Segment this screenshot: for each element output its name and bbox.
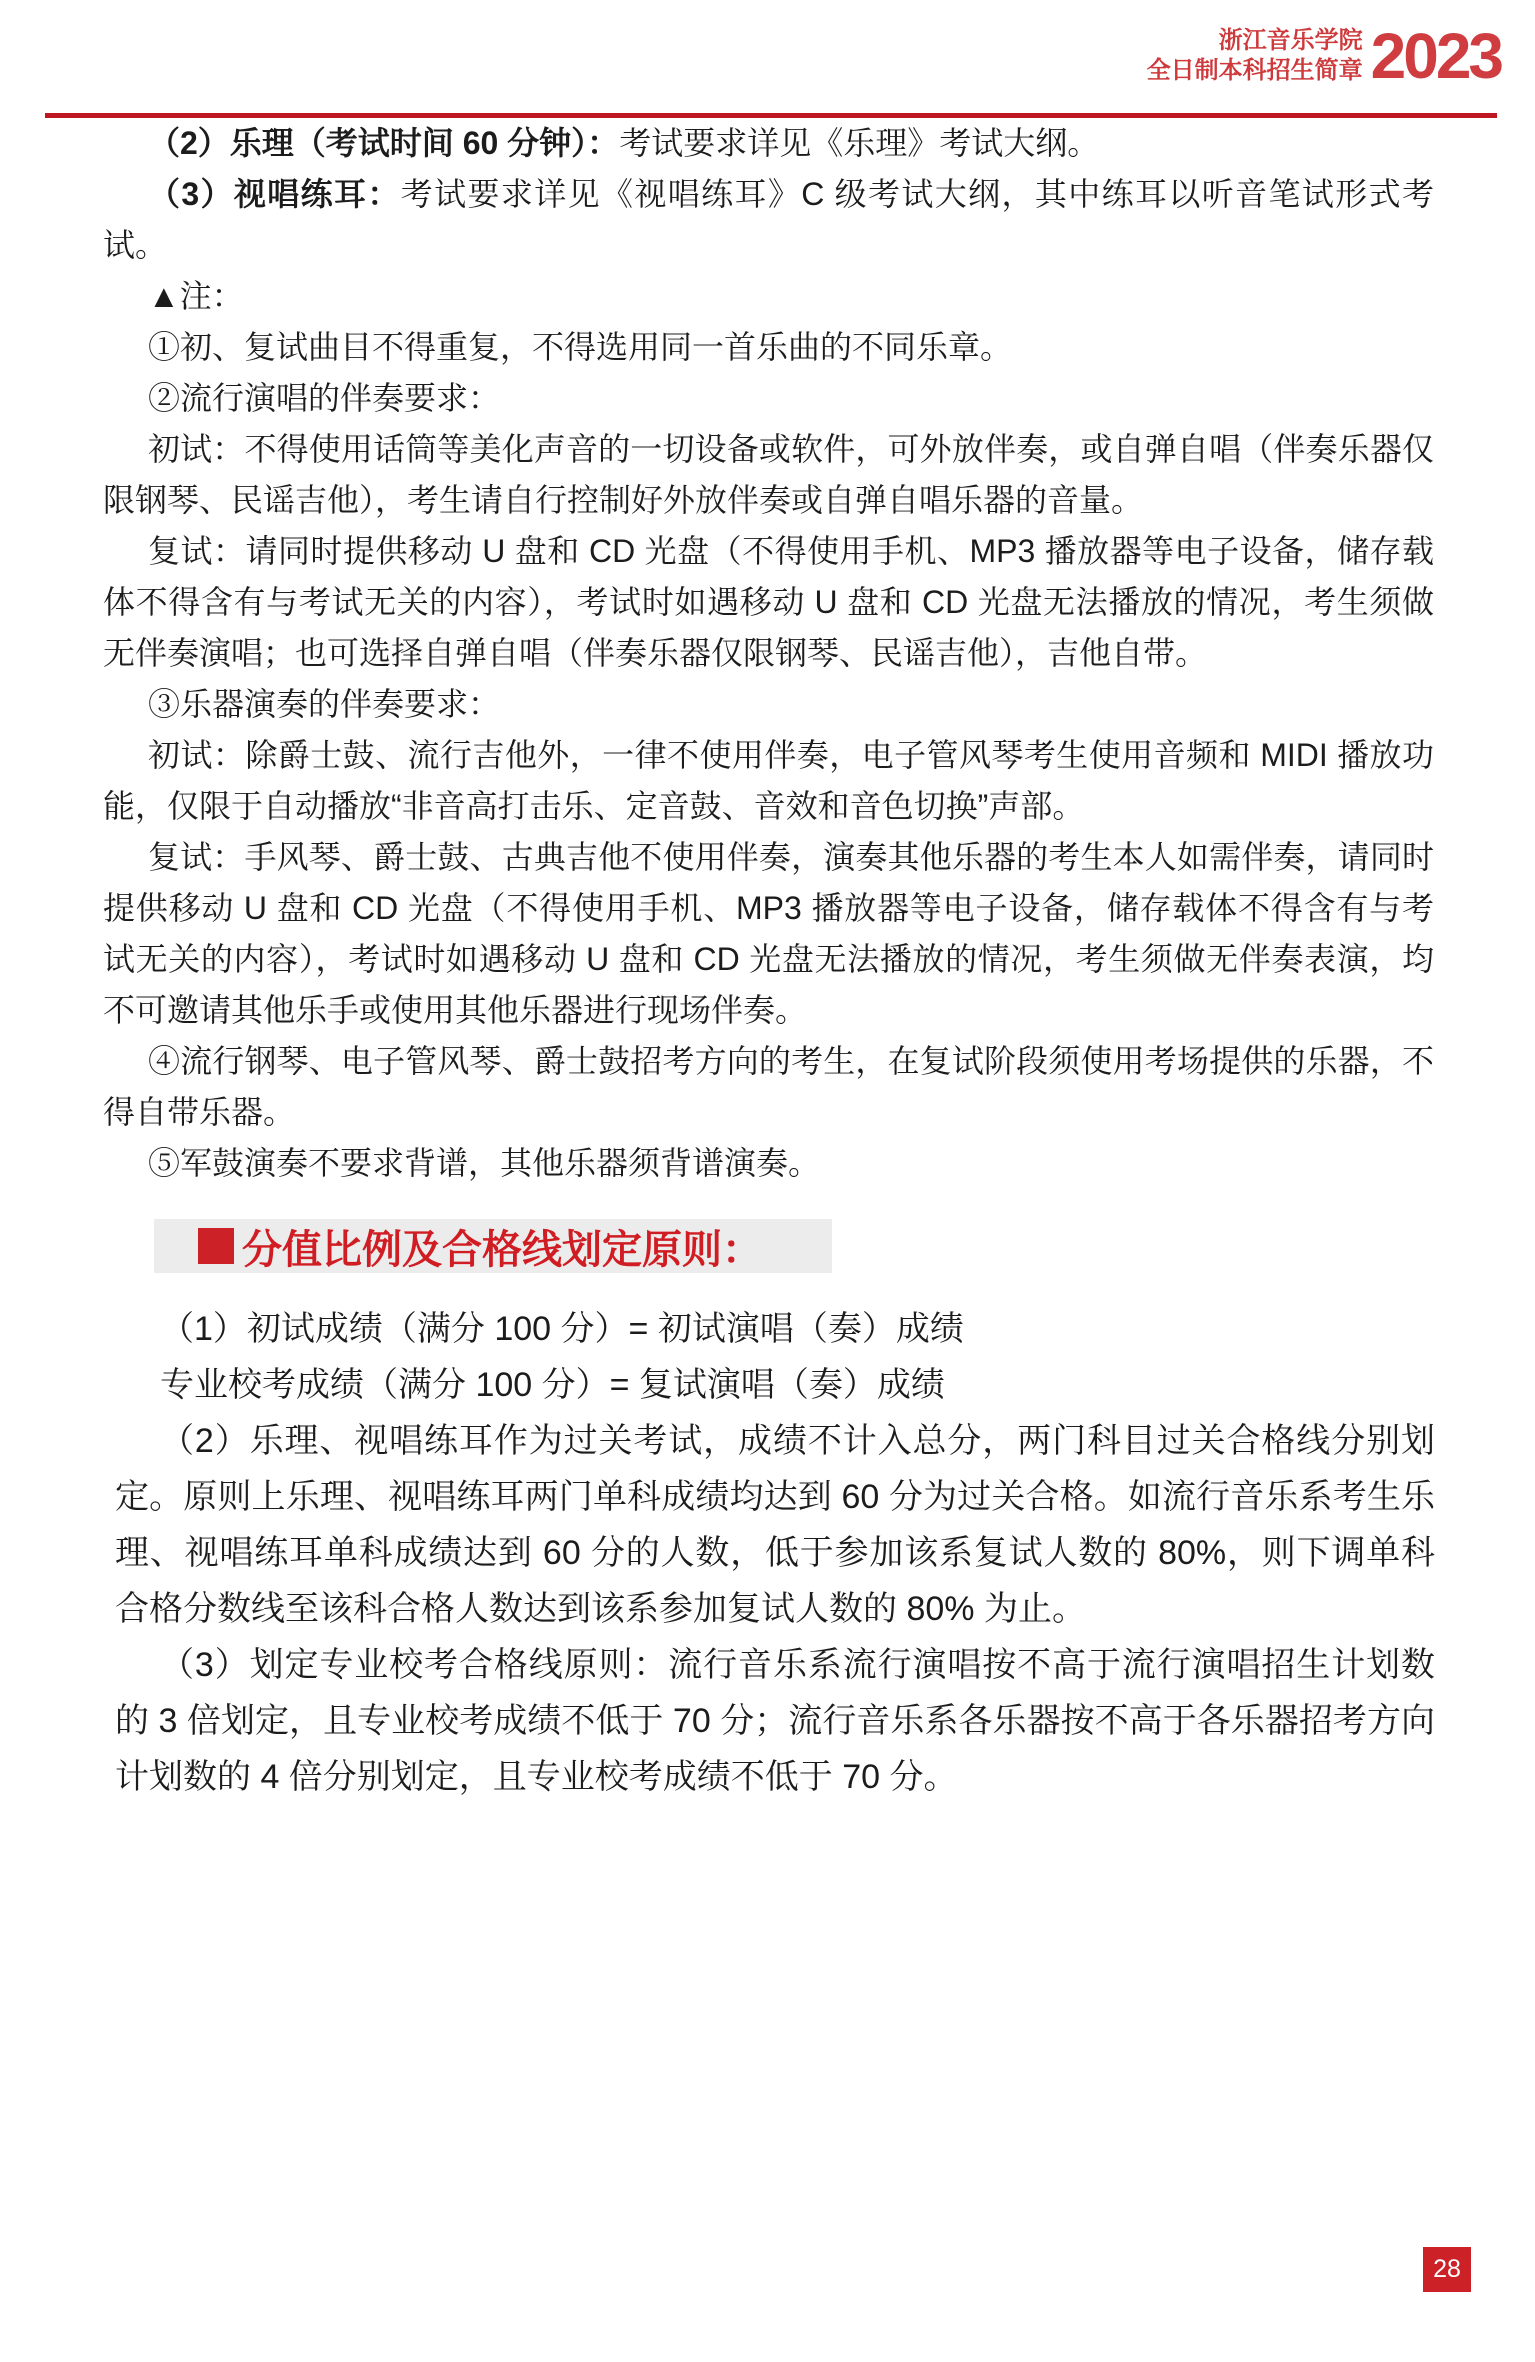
paragraph-text: （2）乐理、视唱练耳作为过关考试，成绩不计入总分，两门科目过关合格线分别划定。原则上乐理、视唱练耳两门单科成绩均达到 60 分为过关合格。如流行音乐系考生乐理、视唱练耳单科成绩达到 60 分的人数，低于参加该系复试人数的 80%，则下调单科合格分数线至该科合格人数达到该系参加复试人数的 80% 为止。 [115, 1422, 1435, 1628]
header-school-name: 浙江音乐学院 [1218, 27, 1363, 54]
paragraph [115, 1357, 1435, 1413]
paragraph-text: 初试：不得使用话筒等美化声音的一切设备或软件，可外放伴奏，或自弹自唱（伴奏乐器仅限钢琴、民谣吉他），考生请自行控制好外放伴奏或自弹自唱乐器的音量。 [103, 431, 1434, 518]
paragraph [103, 322, 1434, 373]
header-year: 2023 [1370, 20, 1501, 92]
paragraph [103, 424, 1434, 526]
exam-requirements-section [103, 118, 1434, 1189]
page-number-badge: 28 [1423, 2247, 1471, 2292]
paragraph-text: ③乐器演奏的伴奏要求： [148, 686, 501, 722]
section-heading-title: 分值比例及合格线划定原则： [242, 1227, 762, 1272]
paragraph [103, 679, 1434, 730]
section-heading-banner [154, 1219, 832, 1273]
paragraph [103, 832, 1434, 1036]
paragraph-text: 考试要求详见《乐理》考试大纲。 [619, 125, 1100, 161]
header-brochure-title: 全日制本科招生简章 [1146, 57, 1363, 84]
paragraph [103, 373, 1434, 424]
paragraph [103, 730, 1434, 832]
section-marker-icon [198, 1228, 234, 1264]
paragraph-text: ⑤军鼓演奏不要求背谱，其他乐器须背谱演奏。 [148, 1145, 821, 1181]
paragraph [103, 526, 1434, 679]
paragraph [103, 271, 1434, 322]
paragraph-text: 复试：手风琴、爵士鼓、古典吉他不使用伴奏，演奏其他乐器的考生本人如需伴奏，请同时提供移动 U 盘和 CD 光盘（不得使用手机、MP3 播放器等电子设备，储存载体不得含有与考试无关的内容），考试时如遇移动 U 盘和 CD 光盘无法播放的情况，考生须做无伴奏表演，均不可邀请其他乐手或使用其他乐器进行现场伴奏。 [103, 839, 1434, 1028]
paragraph-bold-lead: （2）乐理（考试时间 60 分钟）： [148, 125, 620, 161]
paragraph-text: ①初、复试曲目不得重复，不得选用同一首乐曲的不同乐章。 [148, 329, 1013, 365]
paragraph [103, 1036, 1434, 1138]
paragraph [115, 1301, 1435, 1357]
paragraph [115, 1637, 1435, 1805]
paragraph-text: 考试要求详见《视唱练耳》C 级考试大纲，其中练耳以听音笔试形式考试。 [103, 176, 1434, 263]
paragraph [115, 1413, 1435, 1637]
paragraph-text: 复试：请同时提供移动 U 盘和 CD 光盘（不得使用手机、MP3 播放器等电子设备，储存载体不得含有与考试无关的内容），考试时如遇移动 U 盘和 CD 光盘无法播放的情况，考生须做无伴奏演唱；也可选择自弹自唱（伴奏乐器仅限钢琴、民谣吉他），吉他自带。 [103, 533, 1434, 671]
page-header [1146, 20, 1501, 92]
header-brand-text [1147, 26, 1363, 86]
paragraph [103, 118, 1434, 169]
paragraph [103, 1138, 1434, 1189]
paragraph-text: 专业校考成绩（满分 100 分）= 复试演唱（奏）成绩 [160, 1366, 945, 1404]
paragraph-text: （1）初试成绩（满分 100 分）= 初试演唱（奏）成绩 [160, 1310, 964, 1348]
score-ratio-section [115, 1301, 1435, 1805]
paragraph [103, 169, 1434, 271]
paragraph-text: 初试：除爵士鼓、流行吉他外，一律不使用伴奏，电子管风琴考生使用音频和 MIDI 播放功能，仅限于自动播放“非音高打击乐、定音鼓、音效和音色切换”声部。 [103, 737, 1434, 824]
paragraph-text: ②流行演唱的伴奏要求： [148, 380, 501, 416]
paragraph-text: ▲注： [148, 278, 244, 314]
paragraph-text: （3）划定专业校考合格线原则：流行音乐系流行演唱按不高于流行演唱招生计划数的 3 倍划定，且专业校考成绩不低于 70 分；流行音乐系各乐器按不高于各乐器招考方向计划数的 4 倍分别划定，且专业校考成绩不低于 70 分。 [115, 1646, 1435, 1796]
paragraph-bold-lead: （3）视唱练耳： [148, 176, 401, 212]
paragraph-text: ④流行钢琴、电子管风琴、爵士鼓招考方向的考生，在复试阶段须使用考场提供的乐器，不得自带乐器。 [103, 1043, 1434, 1130]
